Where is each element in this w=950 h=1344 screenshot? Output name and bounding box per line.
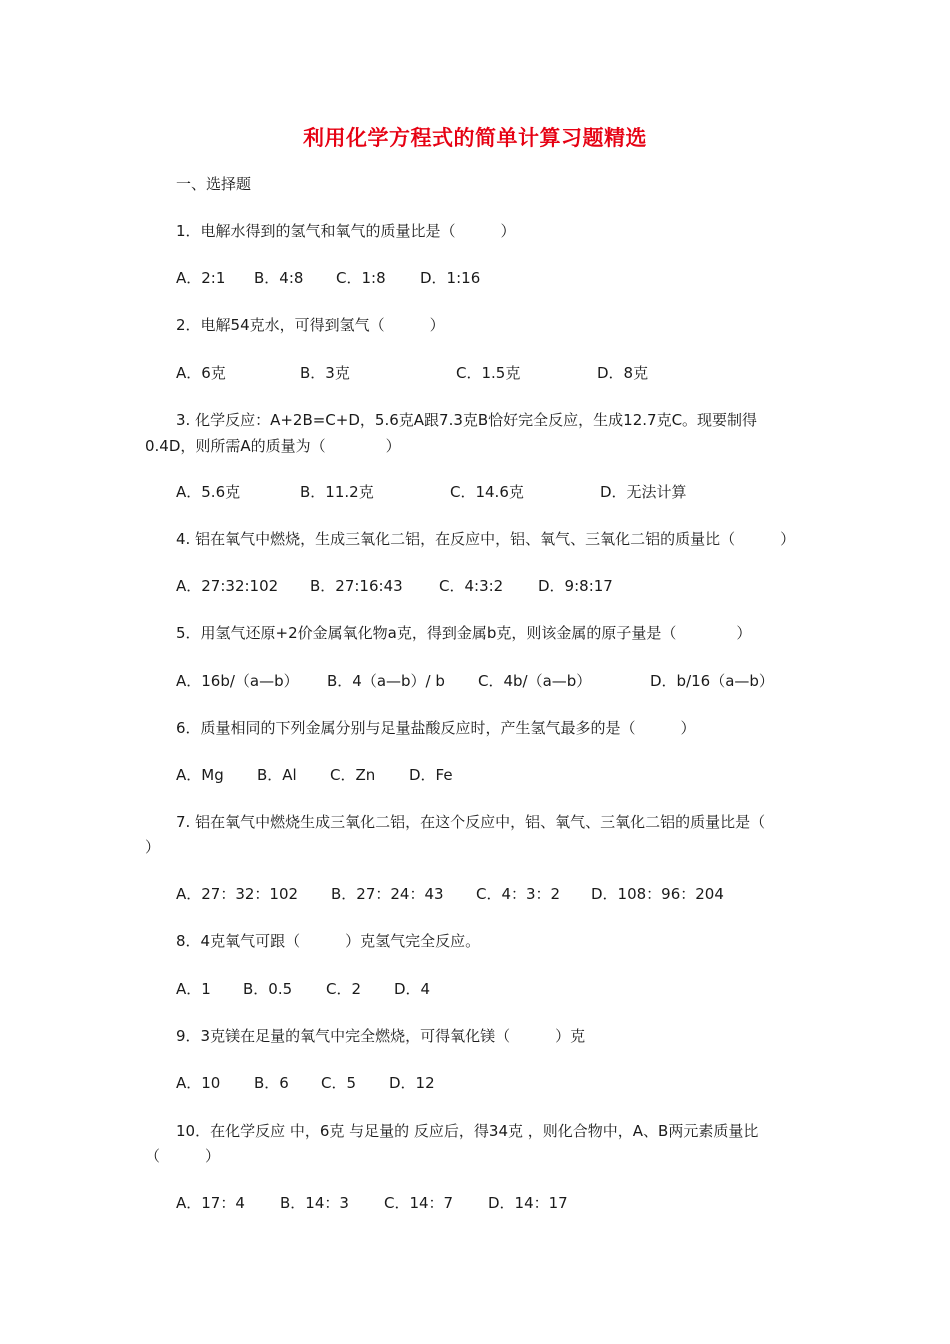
option: D．8克 xyxy=(597,364,649,382)
option: A．10 xyxy=(176,1074,221,1092)
option: B．4:8 xyxy=(254,269,304,287)
option: C．5 xyxy=(321,1074,357,1092)
option: D．4 xyxy=(394,980,431,998)
option: B．Al xyxy=(257,766,297,784)
question-10-cont: （ ） xyxy=(145,1147,221,1165)
option: D．14：17 xyxy=(488,1194,568,1212)
option: B．0.5 xyxy=(243,980,293,998)
option: C．2 xyxy=(326,980,362,998)
question-4: 4. 铝在氧气中燃烧，生成三氧化二铝，在反应中，铝、氧气、三氧化二铝的质量比（ ） xyxy=(176,530,796,548)
option: A．27:32:102 xyxy=(176,577,279,595)
option: A．6克 xyxy=(176,364,226,382)
option: D．Fe xyxy=(409,766,453,784)
option: A．Mg xyxy=(176,766,224,784)
page-title: 利用化学方程式的简单计算习题精选 xyxy=(303,126,647,150)
option: C．4：3：2 xyxy=(476,885,561,903)
option: B．27:16:43 xyxy=(310,577,403,595)
question-10: 10．在化学反应 中，6克 与足量的 反应后，得34克 ，则化合物中，A、B两元素质量比 xyxy=(176,1122,759,1140)
section-heading: 一、选择题 xyxy=(176,175,252,193)
option: B．6 xyxy=(254,1074,289,1092)
option: A．17：4 xyxy=(176,1194,245,1212)
option: A．16b/（a—b） xyxy=(176,672,299,690)
question-2: 2．电解54克水，可得到氢气（ ） xyxy=(176,316,445,334)
question-3: 3. 化学反应：A+2B=C+D，5.6克A跟7.3克B恰好完全反应，生成12.7克C。现要制得 xyxy=(176,411,758,429)
question-5: 5．用氢气还原+2价金属氧化物a克，得到金属b克，则该金属的原子量是（ ） xyxy=(176,624,752,642)
option: C．4:3:2 xyxy=(439,577,504,595)
question-3-cont: 0.4D，则所需A的质量为（ ） xyxy=(145,437,401,455)
question-7: 7. 铝在氧气中燃烧生成三氧化二铝，在这个反应中，铝、氧气、三氧化二铝的质量比是（ xyxy=(176,813,766,831)
option: D．9:8:17 xyxy=(538,577,613,595)
option: C．1.5克 xyxy=(456,364,521,382)
option: C．Zn xyxy=(330,766,376,784)
option: C．14：7 xyxy=(384,1194,454,1212)
option: A．5.6克 xyxy=(176,483,241,501)
question-9: 9．3克镁在足量的氧气中完全燃烧，可得氧化镁（ ）克 xyxy=(176,1027,586,1045)
option: C．4b/（a—b） xyxy=(478,672,592,690)
option: D．108：96：204 xyxy=(591,885,724,903)
option: A．1 xyxy=(176,980,211,998)
option: C．1:8 xyxy=(336,269,386,287)
option: A．2:1 xyxy=(176,269,226,287)
option: D．无法计算 xyxy=(600,483,687,501)
question-6: 6．质量相同的下列金属分别与足量盐酸反应时，产生氢气最多的是（ ） xyxy=(176,719,696,737)
question-8: 8．4克氧气可跟（ ）克氢气完全反应。 xyxy=(176,932,481,950)
option: C．14.6克 xyxy=(450,483,524,501)
option: B．14：3 xyxy=(280,1194,349,1212)
option: B．27：24：43 xyxy=(331,885,444,903)
option: B．3克 xyxy=(300,364,350,382)
option: D．12 xyxy=(389,1074,435,1092)
option: D．b/16（a—b） xyxy=(650,672,774,690)
option: D．1:16 xyxy=(420,269,481,287)
option: B．11.2克 xyxy=(300,483,374,501)
option: B．4（a—b）/ b xyxy=(327,672,445,690)
question-7-cont: ） xyxy=(145,838,161,856)
option: A．27：32：102 xyxy=(176,885,299,903)
question-1: 1．电解水得到的氢气和氧气的质量比是（ ） xyxy=(176,222,516,240)
